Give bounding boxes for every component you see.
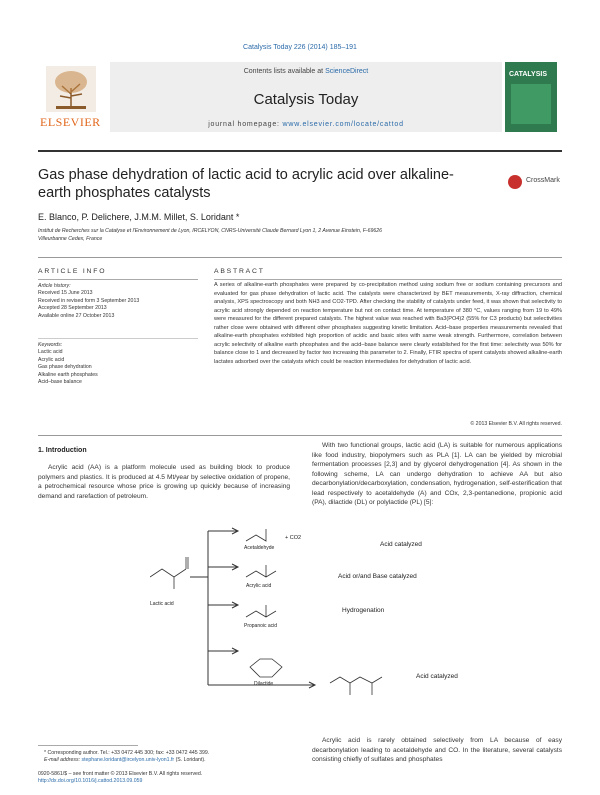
article-info-rule bbox=[38, 279, 198, 280]
article-info-heading: ARTICLE INFO bbox=[38, 268, 107, 275]
reaction-scheme bbox=[150, 527, 590, 727]
cover-image bbox=[511, 84, 551, 124]
path-label: Acid catalyzed bbox=[416, 673, 458, 680]
corresponding-author bbox=[44, 750, 294, 765]
journal-title: Catalysis Today bbox=[253, 91, 359, 108]
crossmark-icon[interactable] bbox=[508, 175, 522, 189]
keywords bbox=[38, 342, 208, 386]
journal-homepage bbox=[110, 121, 502, 128]
product-label: Dilactide bbox=[254, 681, 274, 687]
product-label: Propanoic acid bbox=[244, 623, 278, 629]
homepage-link[interactable]: www.elsevier.com/locate/cattod bbox=[282, 121, 404, 128]
history-label: Article history: bbox=[38, 283, 71, 289]
keyword-item: Acid–base balance bbox=[38, 379, 82, 386]
path-label: Acid catalyzed bbox=[380, 541, 422, 548]
path-label: Acid or/and Base catalyzed bbox=[338, 573, 417, 580]
history-item: Accepted 28 September 2013 bbox=[38, 305, 107, 312]
intro-right-paragraph: With two functional groups, lactic acid (LA) is suitable for numerous applications like food industry, biopolymers such as PLA [1]. LA can be yielded by microbial fermentation processes [2,3] and by glycerol dehydrogenation [4]. As shown in the following scheme, LA can undergo dehydration to achieve AA but also decarbonylation/decarboxylation, condensation, hydrogenation, self-esterification that lead respectively to acetaldehyde (A) and COx, 2,3-pentanedione, propionic acid (PA), dilactide (DL) or polylactide (PL) [5]: bbox=[312, 442, 562, 506]
abstract-rule bbox=[214, 279, 562, 280]
intro-right-continued: Acrylic acid is rarely obtained selectively from LA because of easy decarbonylation leading to acetaldehyde and CO. In the literature, several catalysts consisting chiefly of sulfates and phosphates bbox=[312, 737, 562, 763]
article-title: Gas phase dehydration of lactic acid to acrylic acid over alkaline-earth phosphates catalysts bbox=[38, 167, 454, 201]
sciencedirect-link[interactable]: ScienceDirect bbox=[325, 68, 369, 75]
footnote-rule bbox=[38, 745, 138, 746]
journal-cover bbox=[505, 62, 557, 132]
product-label: Acrylic acid bbox=[246, 583, 272, 589]
email-line bbox=[44, 757, 294, 764]
keyword-item: Acrylic acid bbox=[38, 356, 65, 363]
corresponding-line: * Corresponding author. Tel.: +33 0472 445 300; fax: +33 0472 445 399. bbox=[44, 750, 210, 756]
publisher-logo: ELSEVIER bbox=[40, 115, 101, 129]
cover-title: CATALYSIS bbox=[509, 71, 547, 78]
keyword-item: Alkaline earth phosphates bbox=[38, 371, 98, 378]
email-prefix: E-mail address: bbox=[44, 757, 82, 764]
path-label: Hydrogenation bbox=[342, 607, 385, 614]
authors: E. Blanco, P. Delichere, J.M.M. Millet, S. Loridant * bbox=[38, 212, 240, 222]
abstract-text: A series of alkaline-earth phosphates were prepared by co-precipitation method using sodium free or sodium containing precursors and evaluated for gas phase dehydration of lactic acid. The catalysts were characterized by BET measurements, X-ray diffraction, chemical analysis, XPS spectroscopy and both NH3 and CO2-TPD. After checking the stability of catalysts under feed, it was shown that selectivity to acrylic acid strongly depended on reaction temperature but not on contact time. At temperature of 380 °C, values ranging from 19 to 49% were measured for the different prepared catalysts. The highest value was reached with Ba3(PO4)2 (55% for C3 products) but selectivities rather close were obtained with different other phosphates suggesting kinetic limitation. Acid–base properties measurements revealed that alkaline-earth phosphates exhibited high proportion of acidic and basic sites with same weak strength. Furthermore, correlation between acrylic selectivity of alkaline earth phosphates and the acid–base balance were clearly established for the first time: selectivity was 50% for balance close to 1 and decreased by factor two increasing this parameter to 2. Finally, FTIR spectra of spent catalysts showed alkaline-earth lactates adsorbed over the catalysts which could be reaction intermediates for dehydration of lactic acid. bbox=[214, 282, 562, 365]
keyword-item: Gas phase dehydration bbox=[38, 364, 92, 371]
keyword-item: Lactic acid bbox=[38, 349, 63, 356]
doi-link[interactable]: http://dx.doi.org/10.1016/j.cattod.2013.09.059 bbox=[38, 778, 143, 785]
abstract-bottom-rule bbox=[38, 435, 562, 436]
contents-prefix: Contents lists available at bbox=[243, 68, 326, 75]
affiliation bbox=[38, 227, 558, 243]
intro-heading: 1. Introduction bbox=[38, 447, 87, 454]
intro-left-paragraph: Acrylic acid (AA) is a platform molecule used as building block to produce polymers and plastics. It is produced at 4.5 Mt/year by selective oxidation of propene, a petrochemical resource whose price is growing up quickly because of increasing demand and rarefaction of petroleum. bbox=[38, 464, 290, 500]
affiliation-rule bbox=[38, 257, 562, 258]
header-rule bbox=[38, 150, 562, 152]
abstract-heading: ABSTRACT bbox=[214, 268, 265, 275]
scheme-drawing bbox=[150, 527, 590, 727]
affiliation-line-1: Institut de Recherches sur la Catalyse et l'Environnement de Lyon, IRCELYON, CNRS-Université Claude Bernard Lyon 1, 2 Avenue Einstein, F-69626 bbox=[38, 228, 383, 234]
copyright: © 2013 Elsevier B.V. All rights reserved. bbox=[470, 421, 562, 427]
issn-line: 0920-5861/$ – see front matter © 2013 Elsevier B.V. All rights reserved. bbox=[38, 771, 203, 777]
co2-label: + CO2 bbox=[285, 535, 302, 541]
keywords-rule bbox=[38, 338, 198, 339]
journal-reference[interactable]: Catalysis Today 226 (2014) 185–191 bbox=[243, 44, 357, 51]
email-suffix: (S. Loridant). bbox=[174, 757, 206, 764]
lactic-acid-label: Lactic acid bbox=[150, 601, 174, 607]
article-history bbox=[38, 283, 208, 320]
journal-header bbox=[110, 62, 502, 132]
keywords-label: Keywords: bbox=[38, 342, 63, 348]
history-item: Received 15 June 2013 bbox=[38, 290, 93, 297]
product-label: Acetaldehyde bbox=[244, 545, 275, 551]
history-item: Available online 27 October 2013 bbox=[38, 312, 115, 319]
publication-info bbox=[38, 771, 298, 786]
homepage-prefix: journal homepage: bbox=[208, 121, 283, 128]
elsevier-tree-icon bbox=[46, 66, 96, 112]
crossmark-label[interactable]: CrossMark bbox=[526, 177, 560, 184]
history-item: Received in revised form 3 September 2013 bbox=[38, 297, 140, 304]
email-link[interactable]: stephane.loridant@ircelyon.univ-lyon1.fr bbox=[81, 757, 175, 764]
contents-line bbox=[110, 68, 502, 75]
affiliation-line-2: Villeurbanne Cedex, France bbox=[38, 236, 103, 242]
